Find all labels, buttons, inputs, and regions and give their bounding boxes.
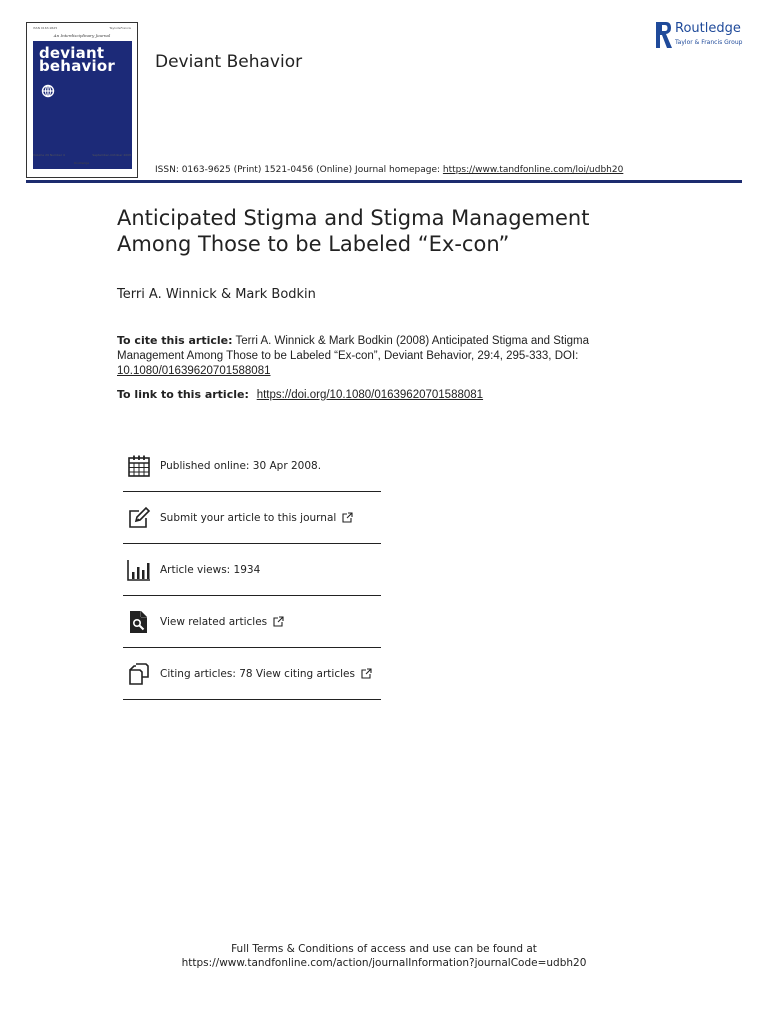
terms-footer bbox=[0, 942, 768, 970]
submit-article-link[interactable] bbox=[160, 512, 353, 524]
footer-line1: Full Terms & Conditions of access and use can be found at bbox=[231, 943, 537, 955]
document-search-icon bbox=[127, 610, 151, 634]
external-link-icon bbox=[342, 512, 353, 523]
cite-doi-link[interactable]: 10.1080/01639620701588081 bbox=[117, 365, 271, 377]
cover-brand: Taylor&Francis bbox=[109, 26, 131, 30]
article-title-line1: Anticipated Stigma and Stigma Management bbox=[117, 206, 590, 230]
cover-volume: Volume 29 Number 4 bbox=[33, 153, 65, 157]
bar-chart-icon bbox=[127, 558, 151, 582]
cover-title-line1: deviant bbox=[39, 44, 105, 62]
info-views bbox=[123, 544, 381, 596]
external-link-icon bbox=[361, 668, 372, 679]
cover-top-text bbox=[33, 26, 131, 30]
cover-title-line2: behavior bbox=[39, 57, 115, 75]
publisher-subtitle: Taylor & Francis Group bbox=[675, 39, 743, 46]
info-submit[interactable] bbox=[123, 492, 381, 544]
info-published bbox=[123, 440, 381, 492]
routledge-logo-icon bbox=[655, 20, 673, 50]
cover-issn: ISSN 0163-9625 bbox=[33, 26, 58, 30]
submit-article-label: Submit your article to this journal bbox=[160, 511, 337, 524]
cover-tagline: An Interdisciplinary Journal bbox=[53, 33, 111, 38]
copy-icon bbox=[127, 662, 151, 686]
cover-logo: Routledge bbox=[74, 161, 90, 165]
link-label: To link to this article: bbox=[117, 388, 253, 401]
cover-title bbox=[39, 44, 115, 75]
header-divider bbox=[26, 180, 742, 183]
view-related-label: View related articles bbox=[160, 615, 268, 628]
info-citing[interactable] bbox=[123, 648, 381, 700]
calendar-icon bbox=[127, 454, 151, 478]
article-info-list bbox=[123, 440, 381, 700]
cover-bottom-text bbox=[33, 153, 131, 157]
article-title-line2: Among Those to be Labeled “Ex-con” bbox=[117, 232, 510, 256]
edit-icon bbox=[127, 506, 151, 530]
article-doi-link[interactable]: https://doi.org/10.1080/01639620701588081 bbox=[256, 389, 484, 401]
article-views: Article views: 1934 bbox=[160, 563, 261, 576]
journal-cover bbox=[26, 22, 138, 178]
globe-icon bbox=[41, 84, 55, 98]
journal-homepage-link[interactable]: https://www.tandfonline.com/loi/udbh20 bbox=[442, 165, 624, 175]
article-link-line bbox=[117, 388, 483, 401]
citing-articles-link[interactable] bbox=[160, 668, 372, 680]
cover-date: September–October 2008 bbox=[92, 153, 131, 157]
published-date: Published online: 30 Apr 2008. bbox=[160, 459, 322, 472]
external-link-icon bbox=[273, 616, 284, 627]
cite-label: To cite this article: bbox=[117, 334, 233, 347]
journal-name: Deviant Behavior bbox=[155, 52, 303, 72]
issn-text: ISSN: 0163-9625 (Print) 1521-0456 (Online) Journal homepage: bbox=[155, 165, 443, 175]
issn-line bbox=[155, 165, 623, 175]
article-title bbox=[117, 205, 677, 257]
citing-articles-label: Citing articles: 78 View citing articles bbox=[160, 667, 355, 680]
view-related-link[interactable] bbox=[160, 616, 284, 628]
publisher-name: Routledge bbox=[675, 21, 741, 36]
cover-panel bbox=[33, 41, 132, 169]
publisher-logo[interactable] bbox=[655, 20, 755, 52]
footer-terms-link[interactable]: https://www.tandfonline.com/action/journalInformation?journalCode=udbh20 bbox=[181, 957, 587, 969]
citation-block bbox=[117, 333, 637, 379]
cite-text: Terri A. Winnick & Mark Bodkin (2008) Anticipated Stigma and Stigma Management Among Those to be Labeled “Ex-con”, Deviant Behavior, 29:4, 295-333, DOI: bbox=[117, 335, 589, 362]
info-related[interactable] bbox=[123, 596, 381, 648]
article-authors: Terri A. Winnick & Mark Bodkin bbox=[117, 287, 316, 302]
